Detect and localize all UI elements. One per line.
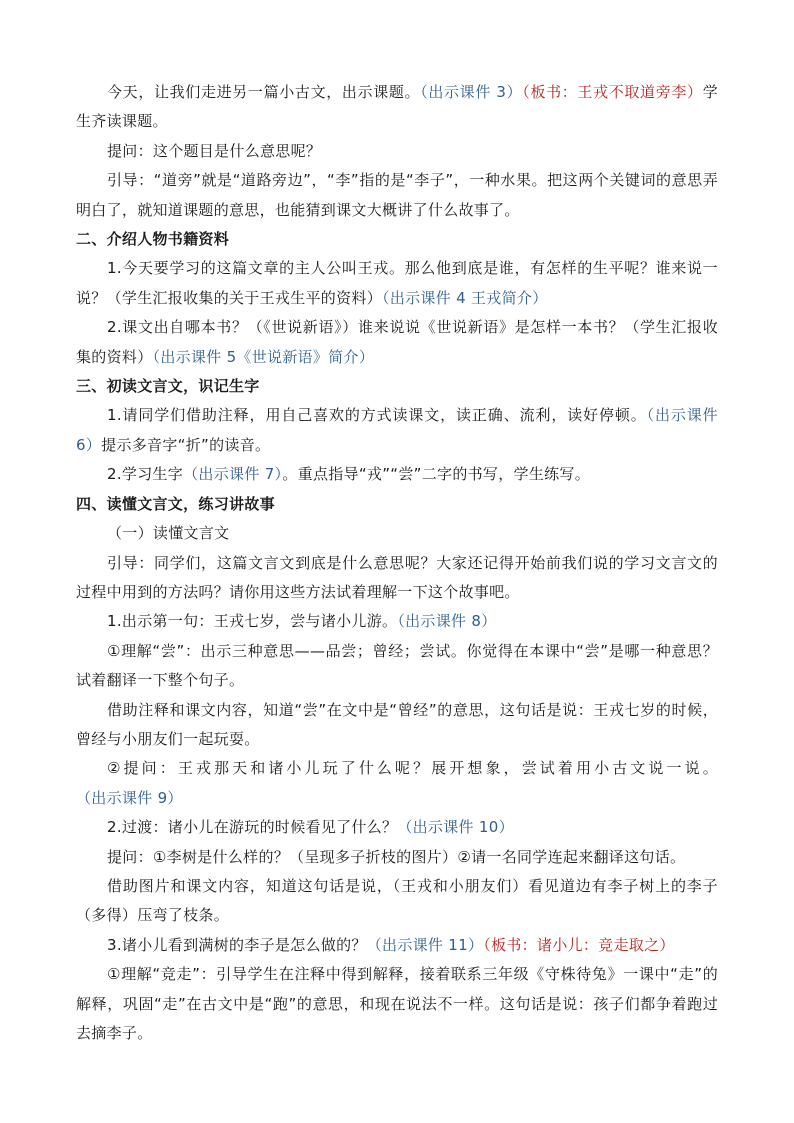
paragraph-book: [76, 313, 718, 372]
blackboard-note: （板书：诸小儿：竞走取之）: [483, 935, 675, 954]
paragraph-transition: [76, 813, 718, 842]
text: 3.诸小儿看到满树的李子是怎么做的？: [107, 935, 367, 954]
paragraph-method: 引导：同学们，这篇文言文到底是什么意思呢？大家还记得开始前我们说的学习文言文的过程中用到的方法吗？请你用这些方法试着理解一下这个故事吧。: [76, 553, 718, 601]
paragraph-question: 提问：这个题目是什么意思呢？: [107, 141, 322, 160]
courseware-note: （出示课件 10）: [397, 818, 514, 837]
text: 今天，让我们走进另一篇小古文，出示课题。: [107, 83, 421, 101]
document-body: [76, 78, 718, 1048]
paragraph-chang-meaning: 借助注释和课文内容，知道“尝”在文中是“曾经”的意思，这句话是说：王戎七岁的时候，曾经与小朋友们一起玩耍。: [76, 700, 718, 748]
text: 学生齐读课题。: [76, 83, 718, 131]
paragraph-plum-meaning: 借助图片和课文内容，知道这句话是说，（王戎和小朋友们）看见道边有李子树上的李子（多得）压弯了枝条。: [76, 876, 718, 925]
courseware-note: （出示课件 7）: [183, 465, 283, 484]
text: ②提问：王戎那天和诸小儿玩了什么呢？展开想象，尝试着用小古文说一说。: [107, 759, 718, 778]
subheading-understand: （一）读懂文言文: [107, 524, 230, 543]
courseware-note: （出示课件 4 王戎简介）: [382, 288, 548, 307]
text: 2.学习生字: [107, 465, 184, 484]
paragraph-wangrong: [76, 254, 718, 313]
text: 1.今天要学习的这篇文章的主人公叫王戎。那么他到底是谁，有怎样的生平呢？谁来说一说？（学生汇报收集的关于王戎生平的资料）: [76, 259, 718, 307]
text: 2.课文出自哪本书？（《世说新语》）谁来说说《世说新语》是怎样一本书？（学生汇报收集的资料）: [76, 318, 718, 366]
courseware-note: （出示课件 3）: [420, 83, 523, 101]
paragraph-imagine: [76, 754, 718, 813]
text: 。重点指导“戎”“尝”二字的书写，学生练写。: [282, 465, 591, 484]
text: 1.出示第一句：王戎七岁，尝与诸小儿游。: [107, 612, 398, 631]
courseware-note: （出示课件 5《世说新语》简介）: [152, 347, 375, 366]
text: 2.过渡：诸小儿在游玩的时候看见了什么？: [107, 818, 398, 837]
courseware-note: （出示课件 11）: [366, 935, 484, 954]
paragraph-sentence-1: [76, 607, 718, 636]
blackboard-note: （板书：王戎不取道旁李）: [522, 83, 703, 101]
paragraph-guide: 引导：“道旁”就是“道路旁边”，“李”指的是“李子”，一种水果。把这两个关键词的意思弄明白了，就知道课题的意思，也能猜到课文大概讲了什么故事了。: [76, 171, 718, 219]
text: 提示多音字“折”的读音。: [101, 435, 271, 454]
paragraph-plum-tree: 提问：①李树是什么样的？（呈现多子折枝的图片）②请一名同学连起来翻译这句话。: [107, 847, 686, 866]
paragraph-children: [76, 931, 718, 960]
paragraph-characters: [76, 460, 718, 489]
paragraph-intro: [76, 78, 718, 137]
section-heading-2: 二、介绍人物书籍资料: [76, 230, 230, 249]
paragraph-reading: [76, 401, 718, 460]
section-heading-4: 四、读懂文言文，练习讲故事: [76, 494, 275, 513]
paragraph-jingzou: ①理解“竞走”：引导学生在注释中得到解释，接着联系三年级《守株待兔》一课中“走”的解释，巩固“走”在古文中是“跑”的意思，和现在说法不一样。这句话是说：孩子们都争着跑过去摘李子。: [76, 965, 718, 1042]
courseware-note: （出示课件 8）: [397, 612, 497, 631]
section-heading-3: 三、初读文言文，识记生字: [76, 377, 260, 396]
text: 1.请同学们借助注释，用自己喜欢的方式读课文，读正确、流利，读好停顿。: [107, 406, 647, 425]
courseware-note: （出示课件 9）: [76, 788, 183, 807]
paragraph-chang: ①理解“尝”：出示三种意思——品尝；曾经；尝试。你觉得在本课中“尝”是哪一种意思？试着翻译一下整个句子。: [76, 641, 718, 690]
courseware-note: （出示课件 6）: [76, 406, 718, 454]
